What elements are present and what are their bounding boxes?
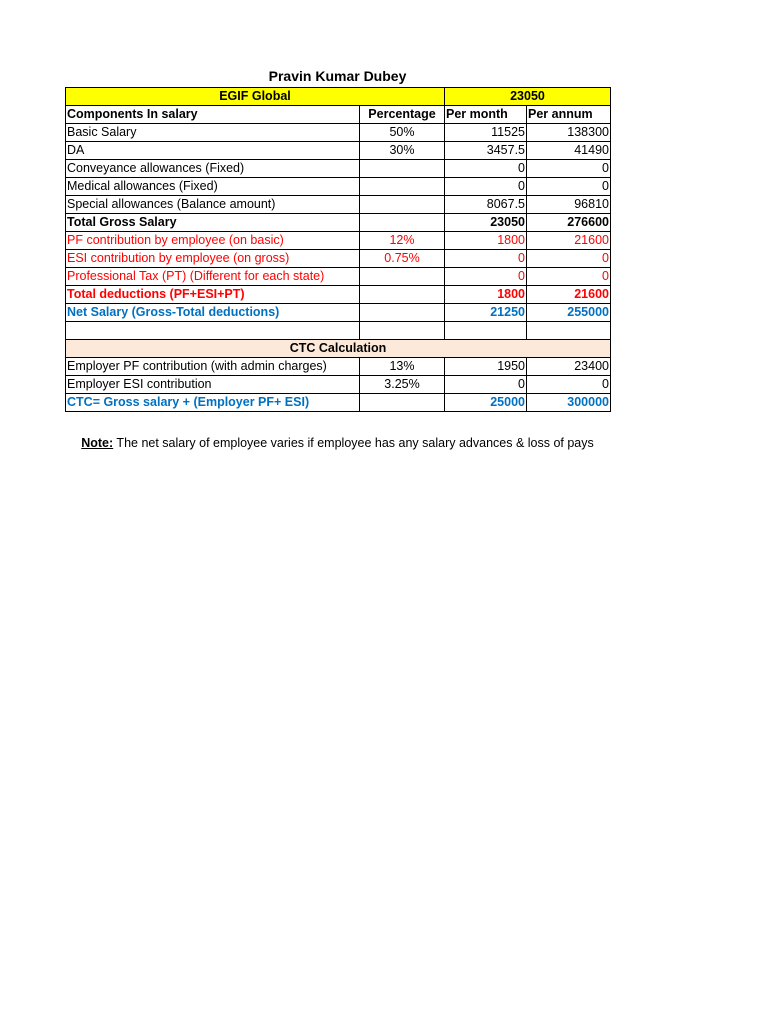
row-percentage bbox=[360, 286, 445, 304]
table-row-basic-salary bbox=[66, 124, 611, 142]
row-per-annum: 0 bbox=[527, 250, 611, 268]
table-row-total-gross bbox=[66, 214, 611, 232]
row-per-annum: 0 bbox=[527, 178, 611, 196]
table-row-special bbox=[66, 196, 611, 214]
row-percentage bbox=[360, 214, 445, 232]
row-per-month: 1800 bbox=[445, 286, 527, 304]
ctc-heading-row bbox=[66, 340, 611, 358]
row-label: ESI contribution by employee (on gross) bbox=[66, 250, 360, 268]
page-title: Pravin Kumar Dubey bbox=[268, 68, 407, 84]
table-row-pf-employee bbox=[66, 232, 611, 250]
column-header-percentage: Percentage bbox=[360, 106, 445, 124]
row-label: Basic Salary bbox=[66, 124, 360, 142]
ctc-heading: CTC Calculation bbox=[66, 340, 611, 358]
row-percentage: 30% bbox=[360, 142, 445, 160]
row-percentage bbox=[360, 160, 445, 178]
row-percentage bbox=[360, 178, 445, 196]
blank-cell bbox=[360, 322, 445, 340]
column-header-row bbox=[66, 106, 611, 124]
row-per-annum: 0 bbox=[527, 160, 611, 178]
row-percentage bbox=[360, 196, 445, 214]
blank-cell bbox=[527, 322, 611, 340]
row-per-annum: 0 bbox=[527, 268, 611, 286]
table-row-da bbox=[66, 142, 611, 160]
row-per-annum: 96810 bbox=[527, 196, 611, 214]
row-per-month: 0 bbox=[445, 160, 527, 178]
footnote bbox=[65, 436, 610, 451]
row-label: Employer PF contribution (with admin charges) bbox=[66, 358, 360, 376]
table-row-employer-esi bbox=[66, 376, 611, 394]
row-per-annum: 276600 bbox=[527, 214, 611, 232]
row-label: Special allowances (Balance amount) bbox=[66, 196, 360, 214]
blank-cell bbox=[445, 322, 527, 340]
table-row-ctc-total bbox=[66, 394, 611, 412]
row-percentage: 3.25% bbox=[360, 376, 445, 394]
row-per-month: 1950 bbox=[445, 358, 527, 376]
table-row-employer-pf bbox=[66, 358, 611, 376]
note-text: The net salary of employee varies if employee has any salary advances & loss of pays bbox=[113, 436, 594, 450]
row-per-annum: 41490 bbox=[527, 142, 611, 160]
row-label: Professional Tax (PT) (Different for each state) bbox=[66, 268, 360, 286]
row-per-month: 3457.5 bbox=[445, 142, 527, 160]
column-header-per-month: Per month bbox=[445, 106, 527, 124]
row-per-month: 11525 bbox=[445, 124, 527, 142]
row-per-month: 0 bbox=[445, 178, 527, 196]
row-per-annum: 21600 bbox=[527, 232, 611, 250]
table-row-conveyance bbox=[66, 160, 611, 178]
row-label: PF contribution by employee (on basic) bbox=[66, 232, 360, 250]
table-row-net-salary bbox=[66, 304, 611, 322]
row-per-month: 25000 bbox=[445, 394, 527, 412]
row-per-annum: 255000 bbox=[527, 304, 611, 322]
row-per-month: 21250 bbox=[445, 304, 527, 322]
column-header-per-annum: Per annum bbox=[527, 106, 611, 124]
row-percentage: 0.75% bbox=[360, 250, 445, 268]
row-label: Net Salary (Gross-Total deductions) bbox=[66, 304, 360, 322]
row-per-month: 23050 bbox=[445, 214, 527, 232]
row-percentage: 12% bbox=[360, 232, 445, 250]
row-per-month: 0 bbox=[445, 250, 527, 268]
table-row-esi-employee bbox=[66, 250, 611, 268]
table-row-total-deductions bbox=[66, 286, 611, 304]
row-per-month: 1800 bbox=[445, 232, 527, 250]
row-label: Total Gross Salary bbox=[66, 214, 360, 232]
row-percentage: 50% bbox=[360, 124, 445, 142]
row-label: Total deductions (PF+ESI+PT) bbox=[66, 286, 360, 304]
row-label: Medical allowances (Fixed) bbox=[66, 178, 360, 196]
company-name: EGIF Global bbox=[66, 88, 445, 106]
row-per-month: 0 bbox=[445, 376, 527, 394]
row-percentage bbox=[360, 268, 445, 286]
row-per-month: 0 bbox=[445, 268, 527, 286]
salary-table bbox=[65, 87, 611, 412]
blank-cell bbox=[66, 322, 360, 340]
table-row-medical bbox=[66, 178, 611, 196]
row-per-month: 8067.5 bbox=[445, 196, 527, 214]
row-per-annum: 23400 bbox=[527, 358, 611, 376]
row-label: Conveyance allowances (Fixed) bbox=[66, 160, 360, 178]
row-per-annum: 0 bbox=[527, 376, 611, 394]
note-label: Note: bbox=[81, 436, 114, 450]
table-row-professional-tax bbox=[66, 268, 611, 286]
row-percentage bbox=[360, 304, 445, 322]
company-header-row bbox=[66, 88, 611, 106]
company-amount: 23050 bbox=[445, 88, 611, 106]
row-label: DA bbox=[66, 142, 360, 160]
row-per-annum: 300000 bbox=[527, 394, 611, 412]
row-label: Employer ESI contribution bbox=[66, 376, 360, 394]
row-label: CTC= Gross salary + (Employer PF+ ESI) bbox=[66, 394, 360, 412]
row-per-annum: 21600 bbox=[527, 286, 611, 304]
row-per-annum: 138300 bbox=[527, 124, 611, 142]
table-row-blank bbox=[66, 322, 611, 340]
column-header-component: Components In salary bbox=[66, 106, 360, 124]
row-percentage bbox=[360, 394, 445, 412]
row-percentage: 13% bbox=[360, 358, 445, 376]
